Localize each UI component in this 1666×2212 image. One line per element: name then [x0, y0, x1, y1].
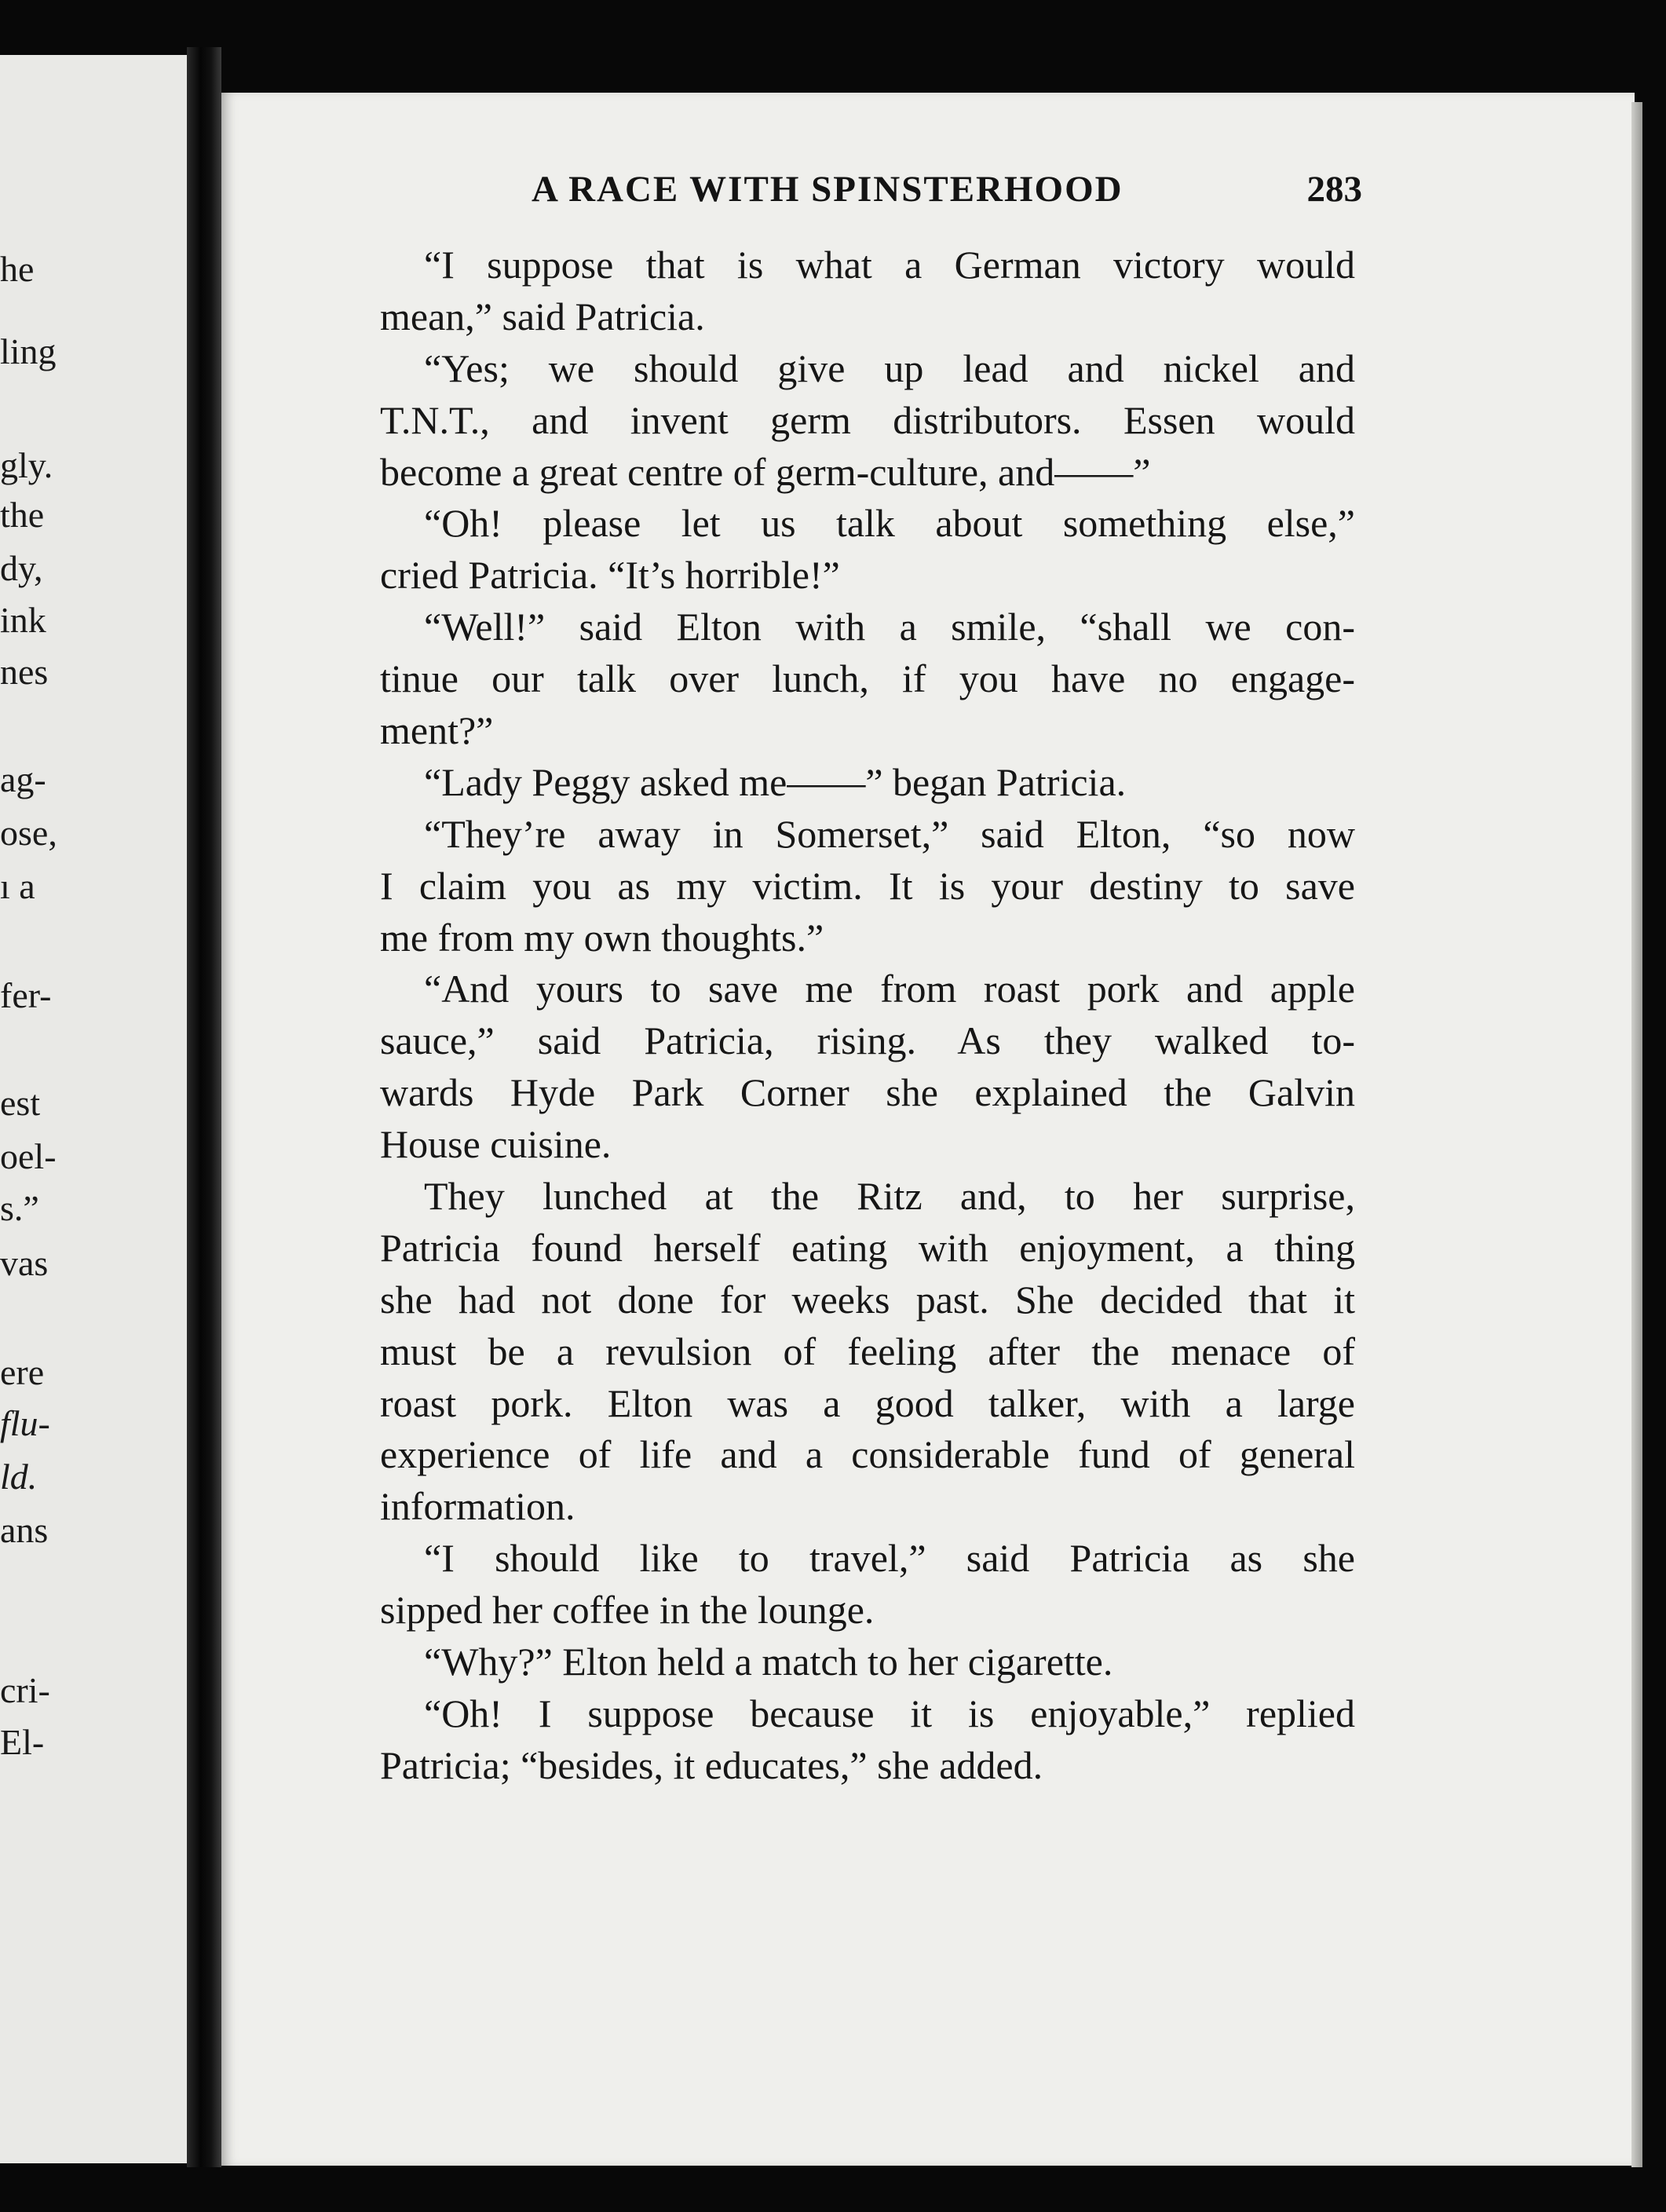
text-line: “And yours to save me from roast pork and apple [424, 967, 1355, 1011]
text-line: They lunched at the Ritz and, to her surprise, [424, 1174, 1355, 1219]
book-gutter [187, 47, 221, 2167]
text-line: information. [380, 1484, 575, 1529]
facing-page-text: ans [0, 1510, 49, 1550]
text-line: Patricia found herself eating with enjoyment, a thing [380, 1225, 1355, 1270]
facing-page-text: oel- [0, 1136, 57, 1176]
text-line: tinue our talk over lunch, if you have no engage- [380, 656, 1355, 701]
text-line: Patricia; “besides, it educates,” she added. [380, 1742, 1043, 1787]
facing-page-text: gly. [0, 445, 53, 485]
text-line: House cuisine. [380, 1122, 612, 1167]
facing-page-fragment [0, 55, 187, 2163]
facing-page-text: ag- [0, 759, 46, 799]
body-text [380, 239, 1355, 1792]
text-line: sauce,” said Patricia, rising. As they walked to- [380, 1018, 1355, 1063]
text-line: wards Hyde Park Corner she explained the Galvin [380, 1070, 1355, 1115]
text-line: roast pork. Elton was a good talker, with a large [380, 1380, 1355, 1425]
facing-page-text: est [0, 1083, 41, 1123]
text-line: “Why?” Elton held a match to her cigarette. [424, 1640, 1113, 1684]
text-line: become a great centre of germ-culture, and——” [380, 449, 1151, 494]
text-line: cried Patricia. “It’s horrible!” [380, 553, 840, 598]
text-line: she had not done for weeks past. She decided that it [380, 1277, 1355, 1322]
text-line: “Yes; we should give up lead and nickel and [424, 346, 1355, 390]
text-line: experience of life and a considerable fund of general [380, 1432, 1355, 1477]
facing-page-text: ink [0, 600, 46, 640]
text-line: “Well!” said Elton with a smile, “shall we con- [424, 605, 1355, 649]
facing-page-text: s.” [0, 1188, 39, 1228]
facing-page-text: El- [0, 1722, 45, 1762]
facing-page-text: ere [0, 1352, 45, 1392]
facing-page-text: nes [0, 652, 49, 692]
text-line: must be a revulsion of feeling after the menace of [380, 1329, 1355, 1373]
text-line: “Oh! please let us talk about something else,” [424, 501, 1355, 546]
running-head: A RACE WITH SPINSTERHOOD [532, 169, 1123, 210]
facing-page-text: he [0, 249, 35, 289]
facing-page-text: ı a [0, 866, 35, 906]
text-line: “Oh! I suppose because it is enjoyable,” replied [424, 1691, 1355, 1735]
facing-page-text: fer- [0, 975, 52, 1015]
facing-page-text: the [0, 495, 45, 535]
facing-page-text: ose, [0, 813, 57, 853]
facing-page-text: flu- [0, 1403, 50, 1443]
text-line: “Lady Peggy asked me——” began Patricia. [424, 759, 1127, 804]
page-number: 283 [1306, 169, 1362, 210]
text-line: “They’re away in Somerset,” said Elton, “so now [424, 811, 1355, 856]
text-line: sipped her coffee in the lounge. [380, 1588, 875, 1632]
text-line: “I suppose that is what a German victory would [424, 243, 1355, 287]
text-line: T.N.T., and invent germ distributors. Essen would [380, 397, 1355, 442]
text-line: “I should like to travel,” said Patricia as she [424, 1536, 1355, 1581]
page-edge [1631, 102, 1642, 2167]
text-line: I claim you as my victim. It is your destiny to save [380, 863, 1355, 908]
facing-page-text: dy, [0, 548, 43, 588]
text-line: ment?” [380, 708, 494, 753]
text-line: me from my own thoughts.” [380, 915, 824, 960]
facing-page-text: cri- [0, 1670, 50, 1710]
page-header [532, 168, 1362, 215]
facing-page-text: vas [0, 1243, 49, 1283]
facing-page-text: ling [0, 331, 57, 371]
facing-page-text: ld. [0, 1457, 38, 1497]
text-line: mean,” said Patricia. [380, 294, 705, 338]
